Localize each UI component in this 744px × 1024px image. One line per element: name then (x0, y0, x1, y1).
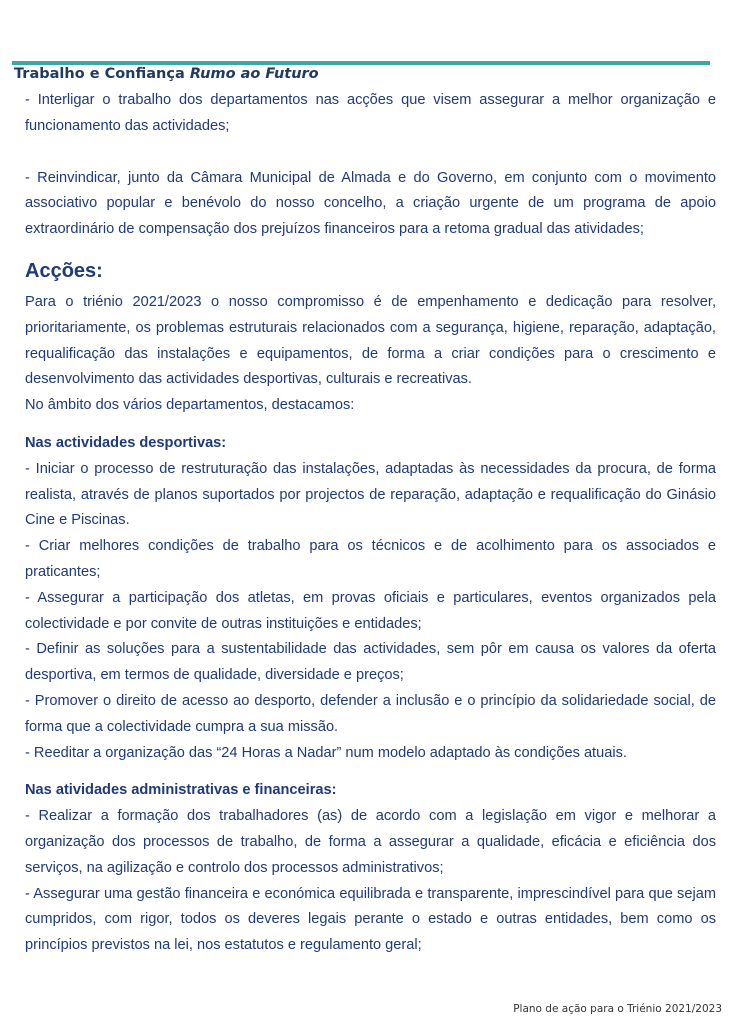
desportivas-item-1: - Iniciar o processo de restruturação das instalações, adaptadas às necessidades da procura, de forma realista, através de planos suportados por projectos de reparação, adaptação e requalificação do Ginásio Cine e Piscinas. (25, 460, 716, 529)
subheading-desportivas: Nas actividades desportivas: (25, 434, 227, 451)
document-body (25, 88, 716, 959)
intro-item-2: - Reinvindicar, junto da Câmara Municipal de Almada e do Governo, em conjunto com o movimento associativo popular e benévolo do nosso concelho, a criação urgente de um programa de apoio extraordinário de compensação dos prejuízos financeiros para a retoma gradual das atividades; (25, 169, 716, 238)
document-header (14, 66, 319, 82)
section-heading-acoes: Acções: (25, 259, 103, 282)
header-subtitle: Rumo ao Futuro (189, 66, 319, 82)
subheading-administrativas: Nas atividades administrativas e financeiras: (25, 782, 337, 799)
desportivas-item-4: - Definir as soluções para a sustentabilidade das actividades, sem pôr em causa os valores da oferta desportiva, em termos de qualidade, diversidade e preços; (25, 641, 716, 684)
header-rule (12, 61, 710, 65)
administrativas-item-1: - Realizar a formação dos trabalhadores (as) de acordo com a legislação em vigor e melhorar a organização dos processos de trabalho, de forma a assegurar a qualidade, eficácia e eficiência dos serviços, na agilização e controlo dos processos administrativos; (25, 808, 716, 876)
administrativas-item-2: - Assegurar uma gestão financeira e económica equilibrada e transparente, imprescindível para que sejam cumpridos, com rigor, todos os deveres legais perante o estado e outras entidades, bem como os princípios previstos na lei, nos estatutos e regulamento geral; (25, 885, 716, 954)
desportivas-item-6: - Reeditar a organização das “24 Horas a Nadar” num modelo adaptado às condições atuais. (25, 744, 627, 761)
header-title: Trabalho e Confiança (14, 66, 185, 82)
desportivas-item-2: - Criar melhores condições de trabalho para os técnicos e de acolhimento para os associados e praticantes; (25, 538, 716, 580)
desportivas-item-5: - Promover o direito de acesso ao desporto, defender a inclusão e o princípio da solidariedade social, de forma que a colectividade cumpra a sua missão. (25, 692, 716, 735)
desportivas-item-3: - Assegurar a participação dos atletas, em provas oficiais e particulares, eventos organizados pela colectividade e por convite de outras instituições e entidades; (25, 589, 716, 632)
page-footer: Plano de ação para o Triénio 2021/2023 (513, 1003, 722, 1015)
acoes-paragraph: Para o triénio 2021/2023 o nosso compromisso é de empenhamento e dedicação para resolver, prioritariamente, os problemas estruturais relacionados com a segurança, higiene, reparação, adaptação, requalificação das instalações e equipamentos, de forma a criar condições para o crescimento e desenvolvimento das actividades desportivas, culturais e recreativas. (25, 293, 716, 388)
acoes-lead: No âmbito dos vários departamentos, destacamos: (25, 397, 355, 414)
intro-item-1: - Interligar o trabalho dos departamentos nas acções que visem assegurar a melhor organização e funcionamento das actividades; (25, 92, 716, 134)
